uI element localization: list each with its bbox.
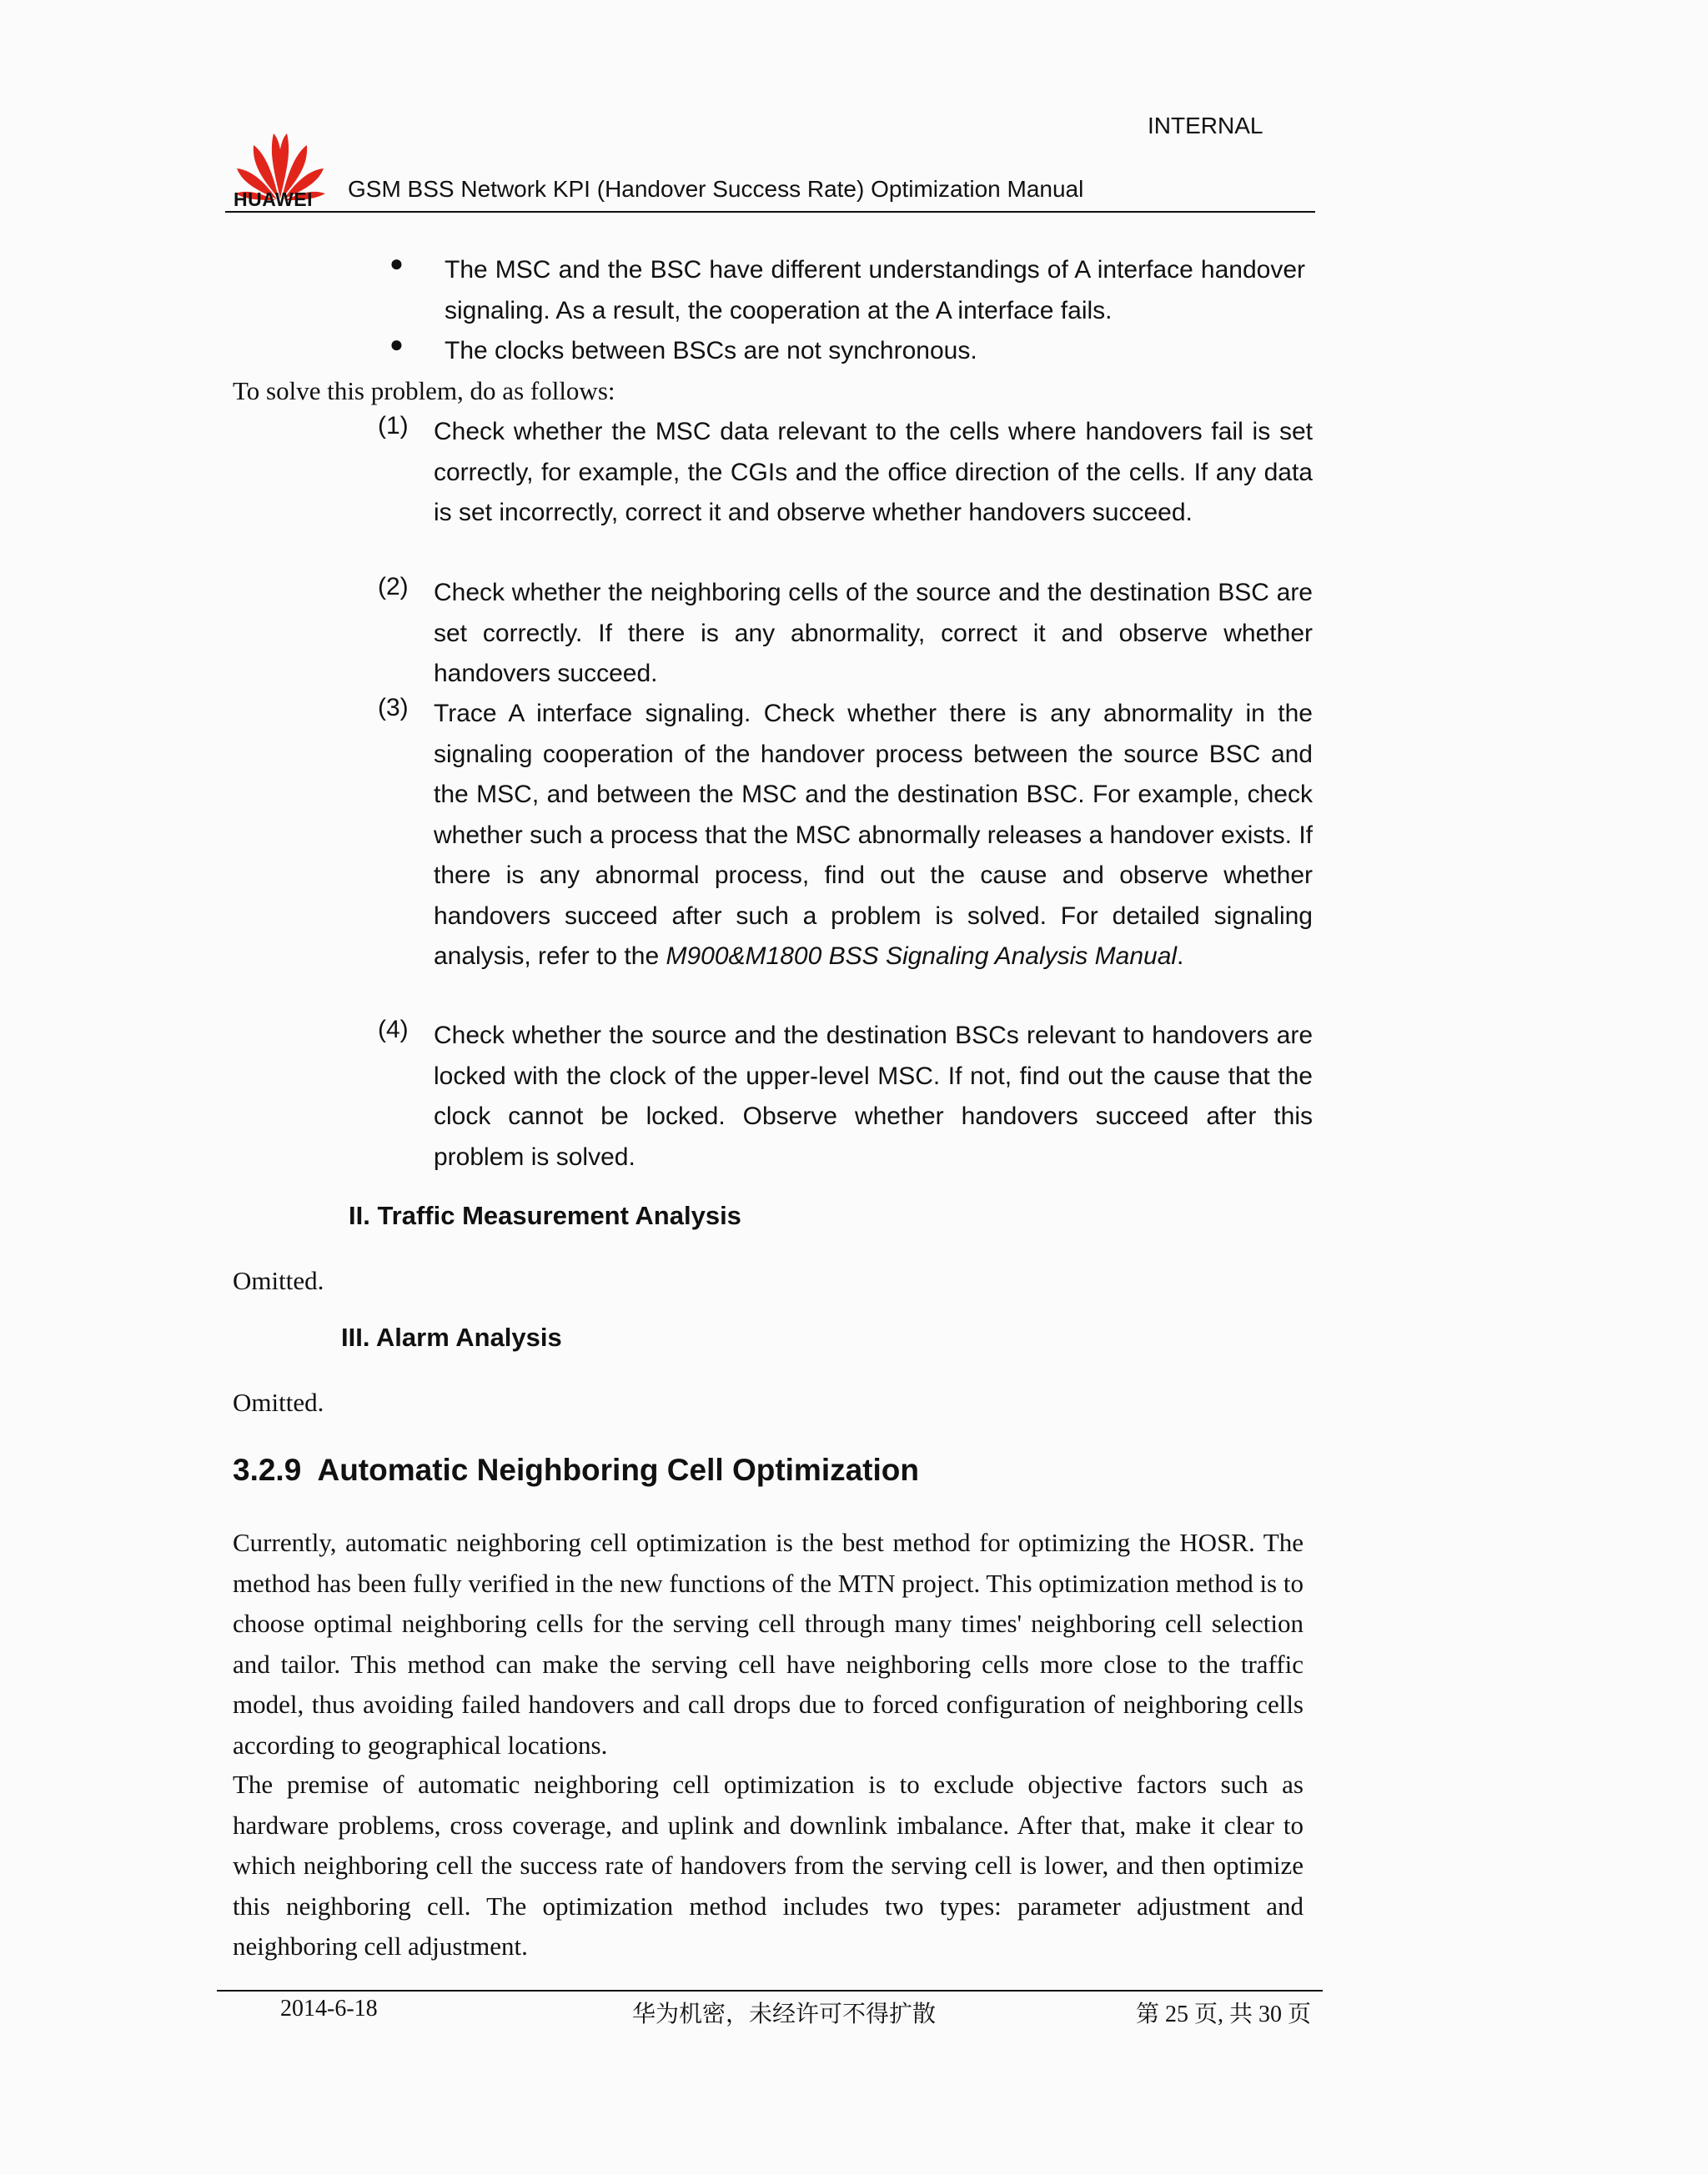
bullet-item: The MSC and the BSC have different understandings of A interface handover signaling. As a result, the cooperation at the A interface fails. (445, 256, 1305, 324)
section-heading: 3.2.9 Automatic Neighboring Cell Optimization (233, 1453, 919, 1487)
header-divider (225, 211, 1315, 213)
footer-confidential: 华为机密，未经许可不得扩散 (632, 2002, 937, 2027)
subsection-heading: II. Traffic Measurement Analysis (349, 1201, 741, 1230)
bullet-dot: ● (389, 250, 404, 276)
step-number: (2) (378, 573, 409, 600)
step-text-end: . (1177, 942, 1184, 970)
bullet-dot: ● (389, 331, 404, 357)
subsection-body: Omitted. (233, 1388, 324, 1417)
step-text: Check whether the neighboring cells of the source and the destination BSC are set correctly. If there is any abnormality, correct it and observe whether handovers succeed. (434, 579, 1313, 687)
footer-page-number: 第 25 页, 共 30 页 (1136, 2002, 1312, 2027)
step-text-main: Trace A interface signaling. Check whether there is any abnormality in the signaling cooperation of the handover process between the source BSC and the MSC, and between the MSC and the destination BSC. For example, check whether such a process that the MSC abnormally releases a handover exists. If there is any abnormal process, find out the cause and observe whether handovers succeed after such a problem is solved. For detailed signaling analysis, refer to the (434, 700, 1313, 970)
intro-text: To solve this problem, do as follows: (233, 376, 615, 405)
document-title: GSM BSS Network KPI (Handover Success Rate) Optimization Manual (348, 176, 1084, 202)
bullet-item: The clocks between BSCs are not synchronous. (445, 337, 977, 364)
section-paragraph: The premise of automatic neighboring cell optimization is to exclude objective factors such as hardware problems, cross coverage, and uplink and downlink imbalance. After that, make it clear to which neighboring cell the success rate of handovers from the serving cell is lower, and then optimize this neighboring cell. The optimization method includes two types: parameter adjustment and neighboring cell adjustment. (233, 1770, 1304, 1961)
subsection-heading: III. Alarm Analysis (341, 1323, 562, 1352)
manual-reference: M900&M1800 BSS Signaling Analysis Manual (666, 942, 1178, 970)
step-number: (3) (378, 694, 409, 721)
step-number: (4) (378, 1016, 409, 1043)
step-number: (1) (378, 412, 409, 440)
logo-wordmark: HUAWEI (234, 188, 313, 210)
footer-divider (217, 1990, 1323, 1992)
subsection-body: Omitted. (233, 1266, 324, 1295)
step-text (434, 694, 1313, 977)
classification-label: INTERNAL (1148, 113, 1263, 138)
footer-date: 2014-6-18 (280, 1996, 378, 2022)
step-text: Check whether the source and the destination BSCs relevant to handovers are locked with the clock of the upper-level MSC. If not, find out the cause that the clock cannot be locked. Observe whether handovers succeed after this problem is solved. (434, 1022, 1313, 1171)
step-text: Check whether the MSC data relevant to the cells where handovers fail is set correctly, for example, the CGIs and the office direction of the cells. If any data is set incorrectly, correct it and observe whether handovers succeed. (434, 418, 1313, 526)
section-paragraph: Currently, automatic neighboring cell optimization is the best method for optimizing the HOSR. The method has been fully verified in the new functions of the MTN project. This optimization method is to choose optimal neighboring cells for the serving cell through many times' neighboring cell selection and tailor. This method can make the serving cell have neighboring cells more close to the traffic model, thus avoiding failed handovers and call drops due to forced configuration of neighboring cells according to geographical locations. (233, 1528, 1304, 1760)
